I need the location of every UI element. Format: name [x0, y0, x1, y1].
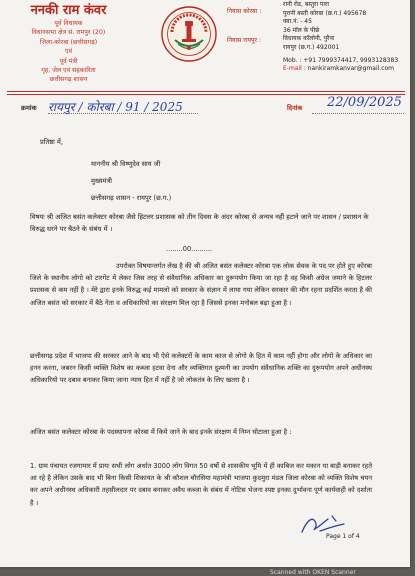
reference-dotted-line — [48, 113, 198, 114]
address-line: 36 मॉल के पीछे — [283, 26, 320, 34]
recipient-name: माननीय श्री विष्णुदेव साय जी — [91, 160, 161, 168]
reference-number: रायपुर / कोरबा / 91 / 2025 — [48, 100, 183, 114]
letterhead-line: छत्तीसगढ़ शासन — [49, 76, 88, 84]
paragraph: अजित बसंत कलेक्टर कोरबा के पदस्थापना कोरबा में किये जाने के बाद इनके संरक्षण में निम्न घोटाला हुआ है : — [30, 428, 292, 436]
email-address: nankiramkanvar@gmail.com — [307, 65, 395, 73]
letterhead-line: विधानसभा क्षेत्र सं. रामपुर (20) — [31, 29, 106, 37]
header-rule — [7, 91, 405, 92]
subject-text: श्री अजित बसंत कलेक्टर कोरबा जैसे हिटलर प्रशासक को तीन दिवस के अंदर कोरबा से अन्यत्र नहीं हटाने जाने पर शासन / प्रशासन के विरुद्ध धरने पर बैठने के संबंध में । — [30, 213, 369, 233]
paragraph: छत्तीसगढ़ प्रदेश में भाजपा की सरकार आने के बाद भी ऐसे कलेक्टरों के काम काज से लोगो के हित में काम नहीं होगा और लोगो के अधिकार का हनन करना, जबरन किसी व्यक्ति विशेष का कब्जा हटवा देना और व्यक्तिगत दुश्मनी का उपयोग संवैधानिक शक्ति का दुरूपयोग अपने अधीनस्थ अधिकारियो पर दबाव बनाकर किया जाना न्याय हित में नहीं है जो लोकतंत्र के लिए खतरा है । — [30, 352, 372, 385]
residence-raipur-label: निवास रायपुर : — [227, 37, 262, 44]
emblem-seal-icon — [161, 6, 217, 62]
scanner-watermark: Scanned with OKEN Scanner — [270, 569, 356, 576]
email-label: E-mail : — [283, 65, 306, 73]
subject-line — [30, 211, 370, 235]
paragraph: 1. ग्राम पंचायत रजगामार में प्रायः सभी लोग अर्थात 3000 लोग विगत 50 वर्षो से शासकीय भूमि में ही काबिज कर मकान या बाड़ी बनाकर रहते आ रहे है लेकिन उसके बाद भी बिना किसी शिकायत के श्री कौशल चौरसिया महामंत्री भाजपा कुदमुरा मंडल जिला कोरबा को व्यक्ति विशेष चयन कर अपने अधीनस्थ अधिकारी तहसीलदार पर दबाव बनाकर अवैध कब्जा के संबंध में नोटिस भेजना स्पष्ट इनका दुर्भावना पूर्ण कार्यवाही को दर्शाता है । — [30, 462, 372, 507]
address-line: विधायक कॉलोनी, पुरैना — [283, 35, 335, 43]
residence-korba-label: निवास कोरबा : — [227, 8, 262, 15]
letterhead-address — [283, 1, 408, 74]
letterhead-left — [6, 3, 131, 85]
mobile-number: Mob. : +91 7999374417, 9993128383 — [283, 56, 399, 64]
letterhead-line: पूर्व विधायक — [54, 20, 83, 27]
letterhead-line: गृह, जेल एवं सहकारिता — [41, 67, 96, 75]
recipient-designation: मुख्यमंत्री — [91, 177, 112, 185]
letterhead-line: पूर्व मंत्री — [59, 57, 78, 65]
date-dotted-line — [312, 113, 404, 114]
address-line: क्वा.नं. - 45 — [283, 18, 312, 26]
date-value: 22/09/2025 — [327, 95, 402, 110]
date-label: दिनांक — [287, 104, 303, 112]
recipient-office: छत्तीसगढ़ शासन - रायपुर (छ.ग.) — [91, 194, 172, 202]
address-line: पुरानी बस्ती कोरबा (छ.ग.) 495678 — [283, 9, 367, 17]
address-line: रानी रोड, बस्तुरा पारा — [283, 1, 329, 8]
paragraph: उपरोक्त विषयान्तर्गत लेख है की श्री अजित बसंत कलेक्टर कोरबा एक लोक सेवक के पद पर होते हुए कोरबा जिले के स्थानीय लोगो को टारगेट में लेकर जिस तरह से संवैधानिक अधिकार का दुरूपयोग किया जा रहा है वह किसी अंग्रेज जमाने के हिटलर प्रशासक से कम नहीं है । मेरे द्वारा इनके विरुद्ध कई मामलो को सरकार के संज्ञान में लाया गया लेकिन सरकार की मौन रहना प्रदर्शित करता है की अजित बसंत को सरकार में बैठे नेता व अधिकारियो का संरक्षण मिल रहा है जिससे इनका मनोबल बढ़ा हुआ है । — [30, 262, 372, 307]
subject-label: विषयः — [30, 213, 45, 221]
page-number: Page 1 of 4 — [326, 533, 360, 540]
email-line — [283, 65, 408, 74]
letterhead-name: ननकी राम कंवर — [30, 3, 107, 18]
letterhead-line: एवं — [65, 48, 72, 56]
address-line: रायपुर (छ.ग.) 492001 — [283, 43, 340, 51]
separator: ........00.......... — [166, 245, 213, 253]
salutation: प्रतिष्ठा में, — [40, 138, 63, 146]
reference-label: क्रमांक — [21, 104, 37, 112]
letterhead-line: जिला-कोरबा (छत्तीसगढ़) — [39, 38, 98, 46]
